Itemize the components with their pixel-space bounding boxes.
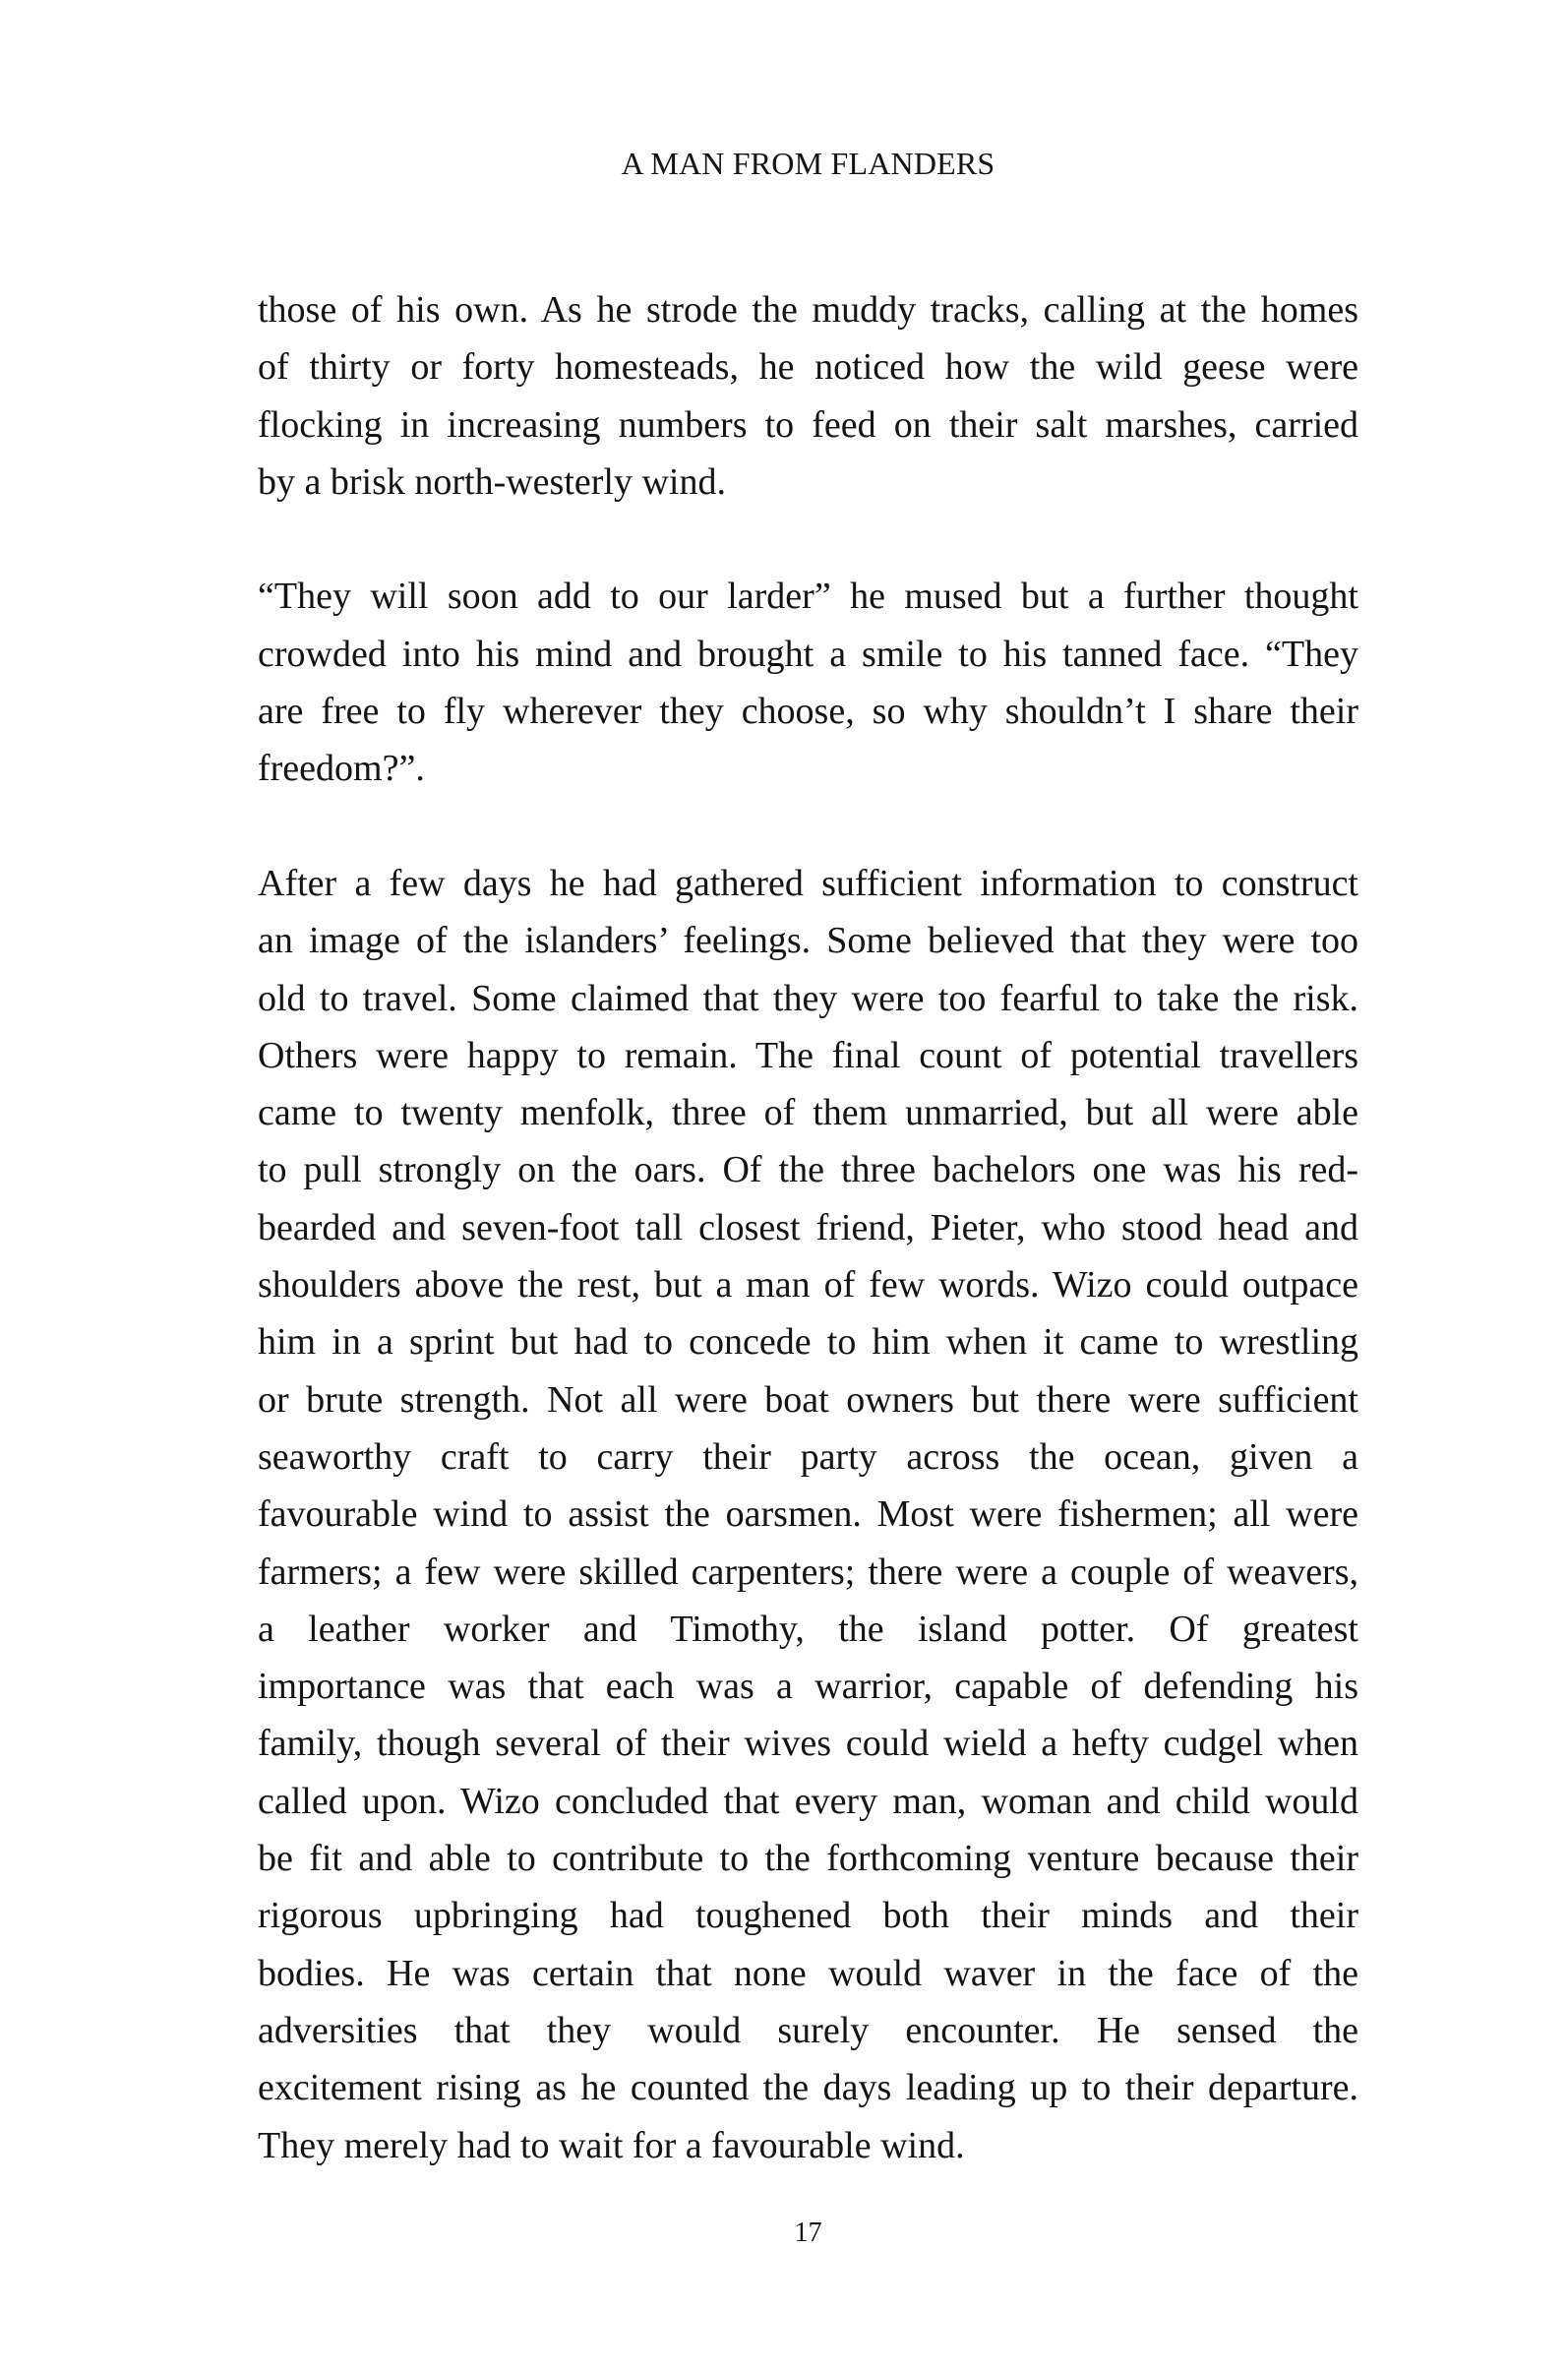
text-line: a leather worker and Timothy, the island potter. Of greatest bbox=[258, 1608, 1358, 1650]
text-line: They merely had to wait for a favourable wind. bbox=[258, 2124, 965, 2166]
running-head: A MAN FROM FLANDERS bbox=[621, 146, 995, 181]
paragraph-1 bbox=[258, 281, 1358, 511]
text-line: bearded and seven-foot tall closest friend, Pieter, who stood head and bbox=[258, 1206, 1358, 1248]
text-line: flocking in increasing numbers to feed on their salt marshes, carried bbox=[258, 403, 1358, 446]
text-line: an image of the islanders’ feelings. Some believed that they were too bbox=[258, 920, 1358, 962]
text-line: are free to fly wherever they choose, so why shouldn’t I share their bbox=[258, 691, 1358, 733]
text-line: favourable wind to assist the oarsmen. Most were fishermen; all were bbox=[258, 1493, 1358, 1536]
text-line: be fit and able to contribute to the forthcoming venture because their bbox=[258, 1838, 1358, 1880]
paragraph-2 bbox=[258, 568, 1358, 797]
text-line: Others were happy to remain. The final count of potential travellers bbox=[258, 1034, 1358, 1076]
page-number: 17 bbox=[794, 2218, 822, 2248]
text-line: old to travel. Some claimed that they were too fearful to take the risk. bbox=[258, 977, 1358, 1019]
text-line: freedom?”. bbox=[258, 748, 425, 790]
text-line: “They will soon add to our larder” he mused but a further thought bbox=[258, 576, 1358, 618]
text-line: called upon. Wizo concluded that every man, woman and child would bbox=[258, 1780, 1358, 1822]
text-line: came to twenty menfolk, three of them unmarried, but all were able bbox=[258, 1092, 1358, 1134]
text-line: bodies. He was certain that none would waver in the face of the bbox=[258, 1952, 1358, 1994]
text-line: those of his own. As he strode the muddy tracks, calling at the homes bbox=[258, 289, 1358, 331]
text-line: him in a sprint but had to concede to him when it came to wrestling bbox=[258, 1321, 1358, 1364]
body-text bbox=[258, 281, 1358, 2174]
text-line: After a few days he had gathered sufficient information to construct bbox=[258, 862, 1358, 904]
text-line: family, though several of their wives could wield a hefty cudgel when bbox=[258, 1723, 1358, 1765]
text-line: or brute strength. Not all were boat owners but there were sufficient bbox=[258, 1378, 1358, 1421]
text-line: seaworthy craft to carry their party across the ocean, given a bbox=[258, 1435, 1358, 1478]
text-line: excitement rising as he counted the days leading up to their departure. bbox=[258, 2067, 1358, 2109]
text-line: shoulders above the rest, but a man of few words. Wizo could outpace bbox=[258, 1264, 1358, 1307]
text-line: to pull strongly on the oars. Of the three bachelors one was his red- bbox=[258, 1149, 1358, 1191]
text-line: rigorous upbringing had toughened both their minds and their bbox=[258, 1895, 1358, 1937]
text-line: adversities that they would surely encounter. He sensed the bbox=[258, 2009, 1358, 2051]
text-line: importance was that each was a warrior, capable of defending his bbox=[258, 1666, 1358, 1708]
paragraph-3 bbox=[258, 855, 1358, 2174]
text-line: of thirty or forty homesteads, he noticed how the wild geese were bbox=[258, 346, 1358, 389]
text-line: by a brisk north-westerly wind. bbox=[258, 460, 726, 503]
text-line: crowded into his mind and brought a smile to his tanned face. “They bbox=[258, 633, 1358, 675]
text-line: farmers; a few were skilled carpenters; there were a couple of weavers, bbox=[258, 1550, 1358, 1593]
